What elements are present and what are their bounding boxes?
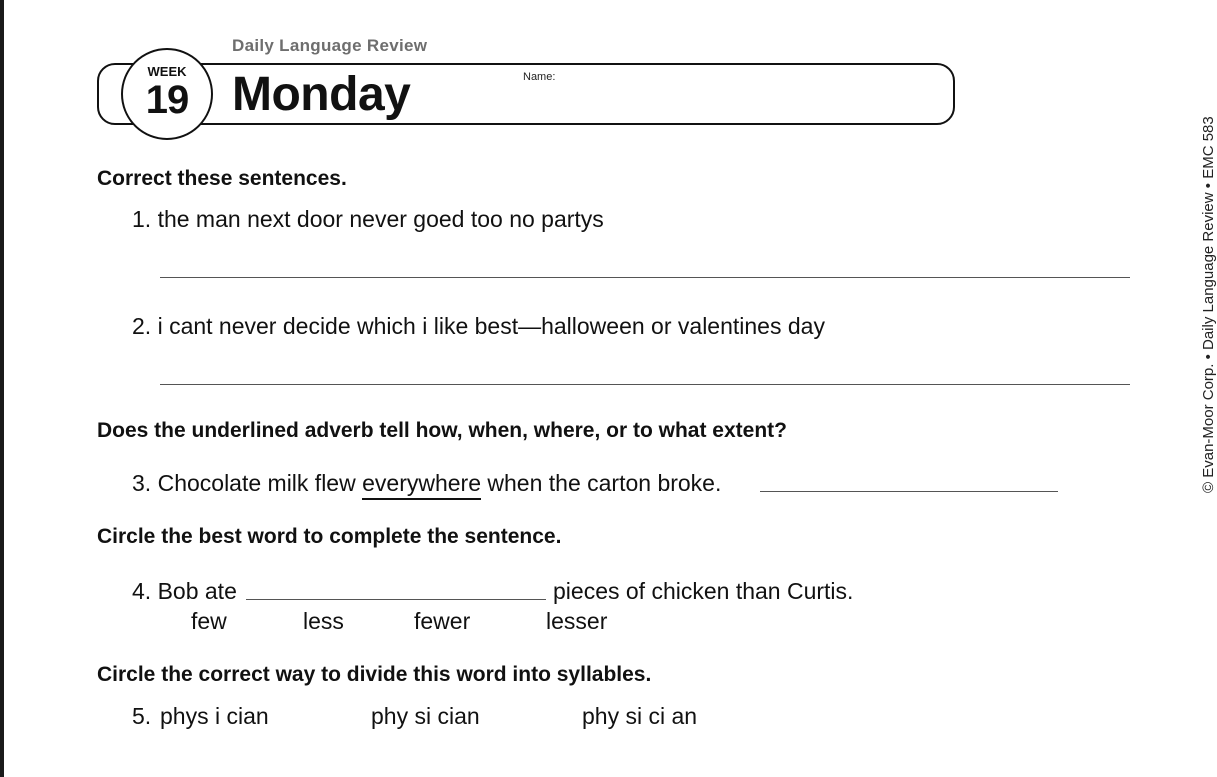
item-1: 1. the man next door never goed too no partys <box>132 206 604 232</box>
item-3-number: 3. <box>132 470 152 496</box>
item-3 <box>132 470 721 497</box>
answer-blank-4[interactable] <box>246 599 546 600</box>
series-title: Daily Language Review <box>232 36 428 55</box>
item-5-number: 5. <box>132 703 152 729</box>
item-2: 2. i cant never decide which i like best—halloween or valentines day <box>132 313 825 339</box>
page-edge <box>0 0 4 777</box>
option-few[interactable]: few <box>191 608 227 634</box>
heading-correct-sentences: Correct these sentences. <box>97 167 347 190</box>
syllable-option-2[interactable]: phy si cian <box>371 703 480 729</box>
item-3-after: when the carton broke. <box>487 470 722 496</box>
underlined-adverb: everywhere <box>362 470 481 500</box>
answer-line-2[interactable] <box>160 384 1130 385</box>
day-title: Monday <box>232 68 411 121</box>
syllable-option-3[interactable]: phy si ci an <box>582 703 698 729</box>
option-fewer[interactable]: fewer <box>414 608 471 634</box>
heading-adverb: Does the underlined adverb tell how, when, where, or to what extent? <box>97 419 787 442</box>
syllable-option-1[interactable]: phys i cian <box>160 703 269 729</box>
copyright-footer: © Evan-Moor Corp. • Daily Language Review • EMC 583 <box>1200 116 1217 493</box>
week-number: 19 <box>145 78 189 122</box>
item-4-start: 4. Bob ate <box>132 578 237 604</box>
option-lesser[interactable]: lesser <box>546 608 608 634</box>
week-label: WEEK <box>147 64 187 79</box>
option-less[interactable]: less <box>303 608 344 634</box>
week-badge <box>121 48 213 140</box>
answer-line-3[interactable] <box>760 491 1058 492</box>
item-3-before: Chocolate milk flew <box>157 470 356 496</box>
item-4-end: pieces of chicken than Curtis. <box>553 578 854 604</box>
heading-best-word: Circle the best word to complete the sentence. <box>97 525 562 548</box>
heading-syllables: Circle the correct way to divide this word into syllables. <box>97 663 652 686</box>
answer-line-1[interactable] <box>160 277 1130 278</box>
name-field-label: Name: <box>523 71 556 83</box>
